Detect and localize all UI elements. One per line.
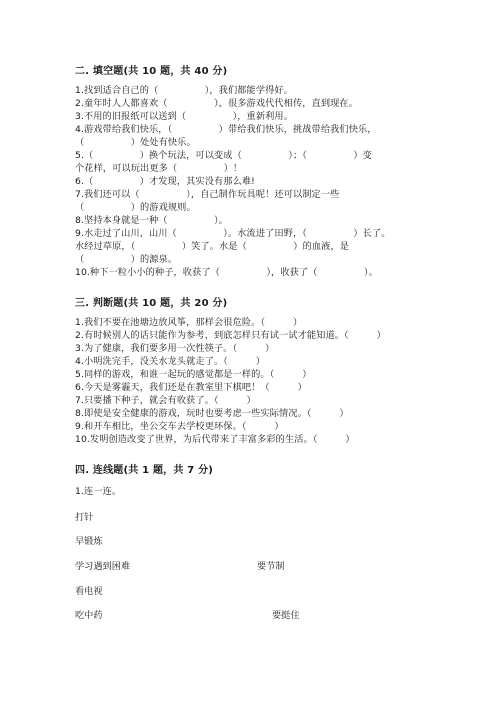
match-right-item: 要节制 xyxy=(257,561,285,572)
fill-blank-line: 2.童年时人人都喜欢（ ），很多游戏代代相传，直到现在。 xyxy=(75,98,358,109)
fill-blank-line: （ ）处处有快乐。 xyxy=(75,137,196,148)
fill-blank-line: 7.我们还可以（ ），自己制作玩具呢！还可以制定一些 xyxy=(75,189,340,200)
match-left-item: 打针 xyxy=(75,512,94,523)
fill-blank-line: 5.（ ）换个玩法，可以变成（ ）；（ ）变 xyxy=(75,150,372,161)
true-false-line: 1.我们不要在池塘边放风筝，那样会很危险。（ ） xyxy=(75,317,303,328)
fill-blank-line: 8.坚持本身就是一种（ ）。 xyxy=(75,215,228,226)
section-2-title: 二. 填空题(共 10 题，共 40 分) xyxy=(75,66,228,77)
match-left-item: 学习遇到困难 xyxy=(75,561,131,572)
match-left-item: 吃中药 xyxy=(75,610,103,621)
fill-blank-line: 水经过草原，（ ）笑了。水是（ ）的血液，是 xyxy=(75,241,350,252)
match-left-item: 看电视 xyxy=(75,586,103,597)
true-false-line: 10.发明创造改变了世界，为后代带来了丰富多彩的生活。（ ） xyxy=(75,434,355,445)
fill-blank-line: 3.不用的旧报纸可以送到（ ），重新利用。 xyxy=(75,111,293,122)
true-false-line: 6.今天是雾霾天，我们还是在教室里下棋吧！（ ） xyxy=(75,382,307,393)
true-false-line: 8.即使是安全健康的游戏，玩时也要考虑一些实际情况。（ ） xyxy=(75,408,349,419)
fill-blank-line: 1.找到适合自己的（ ），我们都能学得好。 xyxy=(75,85,293,96)
true-false-line: 9.和开车相比，坐公交车去学校更环保。（ ） xyxy=(75,421,284,432)
fill-blank-line: 个花样，可以玩出更多（ ）！ xyxy=(75,163,243,174)
section-3-title: 三. 判断题(共 10 题，共 20 分) xyxy=(75,298,228,309)
match-right-item: 要挺住 xyxy=(272,610,300,621)
fill-blank-line: 4.游戏带给我们快乐，（ ）带给我们快乐，挑战带给我们快乐， xyxy=(75,124,377,135)
true-false-line: 3.为了健康，我们要多用一次性筷子。（ ） xyxy=(75,343,275,354)
true-false-line: 5.同样的游戏，和谁一起玩的感觉都是一样的。（ ） xyxy=(75,369,312,380)
fill-blank-line: 6.（ ）才发现，其实没有那么难! xyxy=(75,176,255,187)
matching-question: 1.连一连。 xyxy=(75,486,122,497)
section-4-title: 四. 连线题(共 1 题，共 7 分) xyxy=(75,465,214,476)
fill-blank-line: 9.水走过了山川，山川（ ）。水流进了田野，（ ）长了。 xyxy=(75,228,391,239)
true-false-line: 2.有时候别人的话只能作为参考，到底怎样只有试一试才能知道。（ ） xyxy=(75,330,386,341)
true-false-line: 4.小明洗完手，没关水龙头就走了。（ ） xyxy=(75,356,266,367)
true-false-line: 7.只要播下种子，就会有收获了。（ ） xyxy=(75,395,256,406)
match-left-item: 早锻炼 xyxy=(75,536,103,547)
fill-blank-line: （ ）的游戏规则。 xyxy=(75,202,196,213)
fill-blank-line: （ ）的源泉。 xyxy=(75,254,178,265)
fill-blank-line: 10.种下一粒小小的种子，收获了（ ），收获了（ ）。 xyxy=(75,267,378,278)
